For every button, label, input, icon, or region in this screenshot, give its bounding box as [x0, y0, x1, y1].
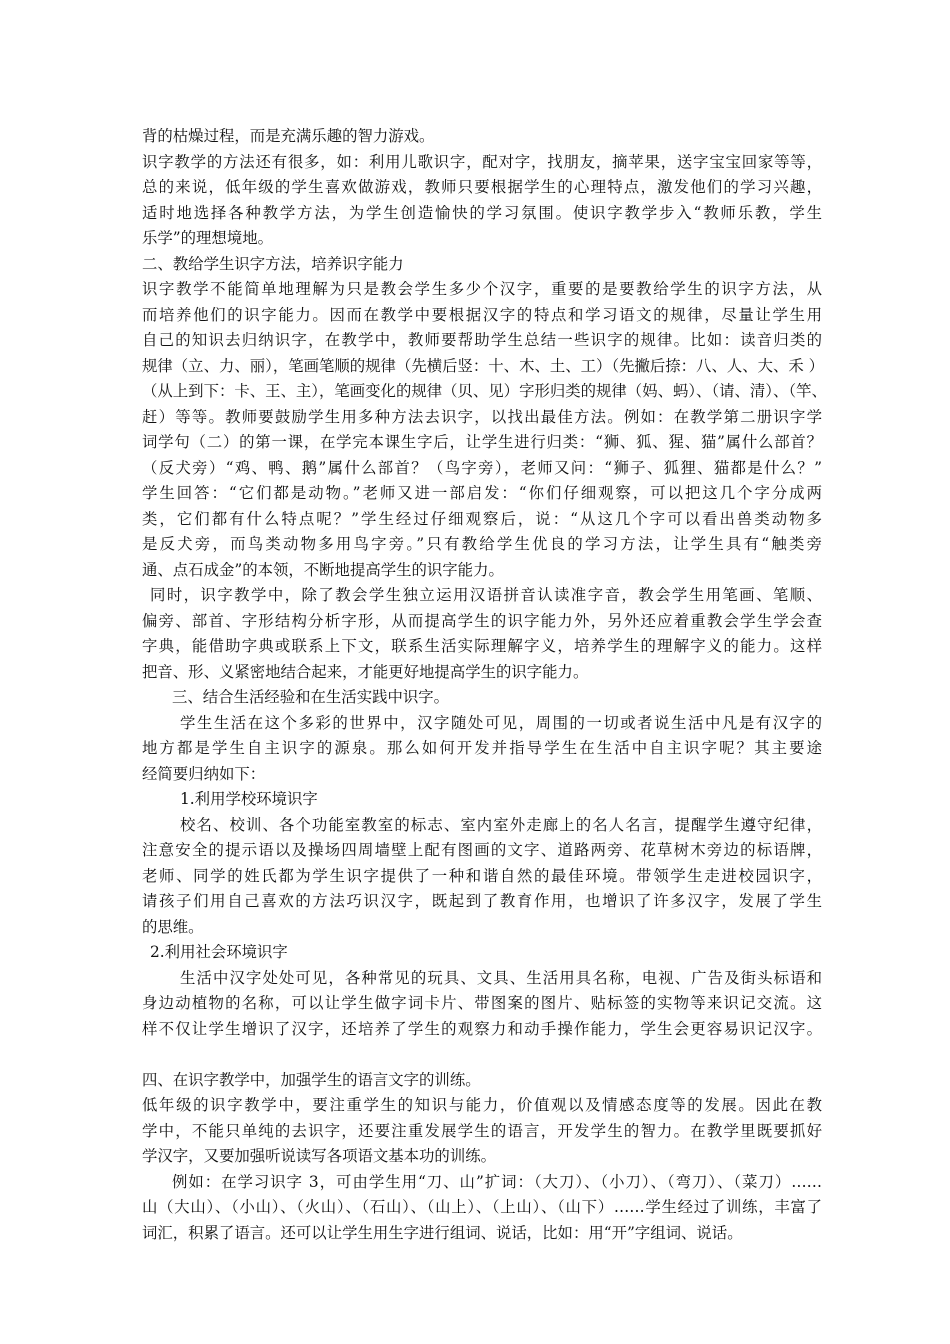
blank-line — [142, 1042, 822, 1068]
text-line: 校名、校训、各个功能室教室的标志、室内室外走廊上的名人名言，提醒学生遵守纪律， — [180, 815, 822, 834]
text-line: （从上到下：卡、王、主），笔画变化的规律（贝、见）字形归类的规律（妈、蚂）、（请、清）、（竿、 — [142, 382, 827, 400]
text-line: 学生生活在这个多彩的世界中，汉字随处可见，周围的一切或者说生活中凡是有汉字的 — [180, 713, 822, 732]
text-line: 样不仅让学生增识了汉字，还培养了学生的观察力和动手操作能力，学生会更容易识记汉字。 — [142, 1019, 822, 1038]
text-line: 规律（立、力、丽），笔画笔顺的规律（先横后竖：十、木、土、工）（先撇后捺：八、人、大、禾 ） — [142, 356, 825, 375]
text-line: 词汇，积累了语言。还可以让学生用生字进行组词、说话，比如：用“开”字组词、说话。 — [142, 1223, 743, 1242]
text-line: 生活中汉字处处可见，各种常见的玩具、文具、生活用具名称，电视、广告及街头标语和 — [180, 968, 822, 987]
text-line: 把音、形、义紧密地结合起来，才能更好地提高学生的识字能力。 — [142, 662, 589, 681]
text-line: 学生回答：“它们都是动物。”老师又进一部启发：“你们仔细观察，可以把这几个字分成两 — [142, 484, 822, 502]
text-line: 地方都是学生自主识字的源泉。那么如何开发并指导学生在生活中自主识字呢？其主要途 — [142, 739, 822, 757]
text-line: 同时，识字教学中，除了教会学生独立运用汉语拼音认读准字音，教会学生用笔画、笔顺、 — [150, 586, 822, 604]
text-line: 赶）等等。教师要鼓励学生用多种方法去识字，以找出最佳方法。例如：在教学第二册识字学 — [142, 407, 822, 426]
text-line: 适时地选择各种教学方法，为学生创造愉快的学习氛围。使识字教学步入“教师乐教，学生 — [142, 203, 822, 222]
text-line: 总的来说，低年级的学生喜欢做游戏，教师只要根据学生的心理特点，激发他们的学习兴趣， — [142, 178, 822, 196]
section-heading: 三、结合生活经验和在生活实践中识字。 — [172, 688, 450, 706]
text-line: 低年级的识字教学中，要注重学生的知识与能力，价值观以及情感态度等的发展。因此在教 — [142, 1096, 822, 1114]
text-line: 乐学”的理想境地。 — [142, 229, 273, 247]
text-line: 例如：在学习识字 3，可由学生用“刀、山”扩词：（大刀）、（小刀）、（弯刀）、（菜刀）…… — [172, 1172, 822, 1191]
subsection-heading: 2.利用社会环境识字 — [150, 943, 288, 961]
text-line: 老师、同学的姓氏都为学生识字提供了一种和谐自然的最佳环境。带领学生走进校园识字， — [142, 866, 822, 885]
text-line: 身边动植物的名称，可以让学生做字词卡片、带图案的图片、贴标签的实物等来识记交流。这 — [142, 994, 822, 1012]
text-line: 山（大山）、（小山）、（火山）、（石山）、（山上）、（上山）、（山下）……学生经过了训练，丰富了 — [142, 1198, 822, 1216]
document-page — [142, 124, 827, 1246]
text-line: 自己的知识去归纳识字，在教学中，教师要帮助学生总结一些识字的规律。比如：读音归类的 — [142, 331, 822, 349]
text-line: 词学句（二）的第一课，在学完本课生字后，让学生进行归类：“狮、狐、猩、猫”属什么部首？ — [142, 433, 822, 451]
text-line: 通、点石成金”的本领，不断地提高学生的识字能力。 — [142, 560, 504, 579]
section-heading: 二、教给学生识字方法，培养识字能力 — [142, 254, 404, 273]
text-line: 类，它们都有什么特点呢？”学生经过仔细观察后，说：“从这几个字可以看出兽类动物多 — [142, 509, 822, 528]
text-line: （反犬旁）“鸡、鸭、鹅”属什么部首？（鸟字旁），老师又问：“狮子、狐狸、猫都是什么？” — [142, 458, 822, 477]
text-line: 是反犬旁，而鸟类动物多用鸟字旁。”只有教给学生优良的学习方法，让学生具有“触类旁 — [142, 535, 822, 553]
text-line: 注意安全的提示语以及操场四周墙壁上配有图画的文字、道路两旁、花草树木旁边的标语牌， — [142, 841, 822, 859]
text-line: 偏旁、部首、字形结构分析字形，从而提高学生的识字能力外，另外还应着重教会学生学会查 — [142, 611, 822, 630]
text-line: 经简要归纳如下： — [142, 764, 266, 783]
text-line: 识字教学不能简单地理解为只是教会学生多少个汉字，重要的是要教给学生的识字方法，从 — [142, 280, 822, 298]
subsection-heading: 1.利用学校环境识字 — [180, 790, 318, 808]
text-line: 字典，能借助字典或联系上下文，联系生活实际理解字义，培养学生的理解字义的能力。这样 — [142, 637, 822, 655]
section-heading: 四、在识字教学中，加强学生的语言文字的训练。 — [142, 1070, 481, 1089]
text-line: 而培养他们的识字能力。因而在教学中要根据汉字的特点和学习语文的规律，尽量让学生用 — [142, 305, 822, 324]
text-line: 识字教学的方法还有很多，如：利用儿歌识字，配对字，找朋友，摘苹果，送字宝宝回家等等， — [142, 152, 822, 171]
text-line: 学汉字，又要加强听说读写各项语文基本功的训练。 — [142, 1147, 496, 1165]
text-line: 背的枯燥过程，而是充满乐趣的智力游戏。 — [142, 127, 435, 145]
text-line: 学中，不能只单纯的去识字，还要注重发展学生的语言，开发学生的智力。在教学里既要抓好 — [142, 1121, 822, 1140]
text-line: 的思维。 — [142, 917, 204, 936]
text-line: 请孩子们用自己喜欢的方法巧识汉字，既起到了教育作用，也增识了许多汉字，发展了学生 — [142, 892, 822, 910]
